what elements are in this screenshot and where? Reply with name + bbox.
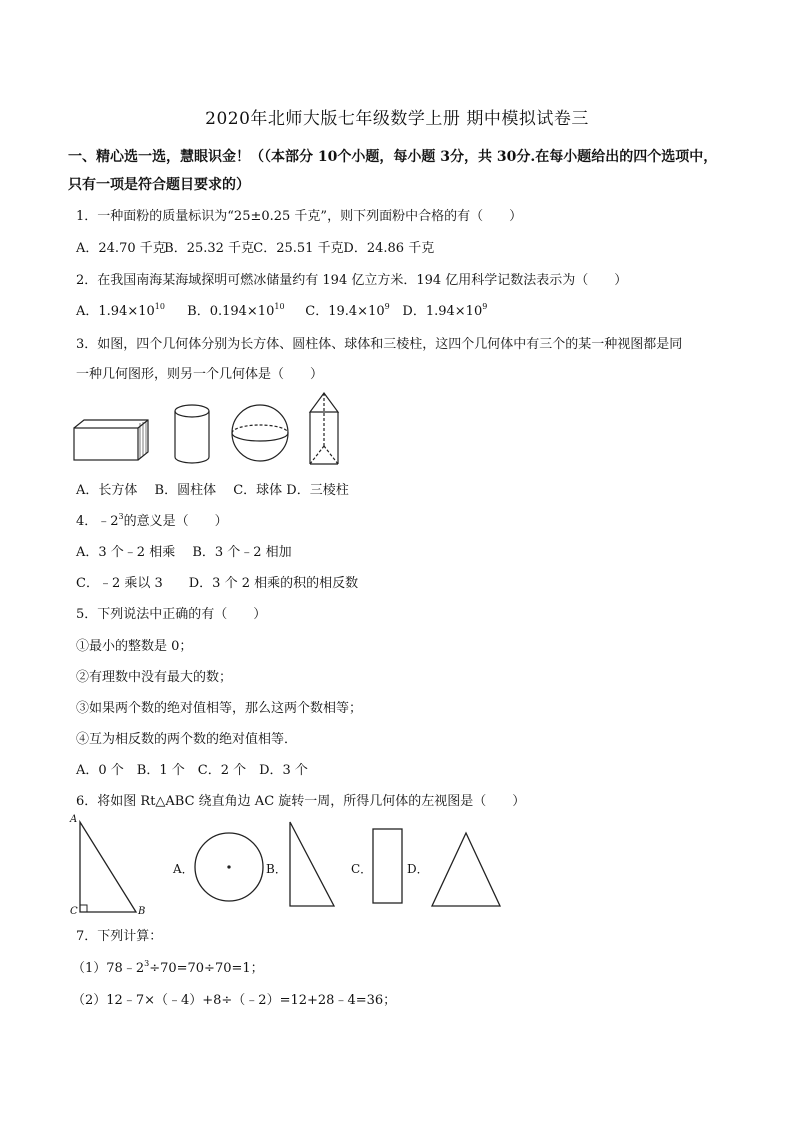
- q5-statement-3: ③如果两个数的绝对值相等，那么这两个数相等；: [76, 701, 363, 716]
- q2-option-b: B．$0.194\times 10^{10}$: [187, 302, 285, 319]
- vertex-label-a: A: [70, 814, 78, 825]
- q1-option-b: B．25.32 千克: [164, 241, 255, 256]
- q1-option-a: A．24.70 千克: [76, 241, 166, 256]
- right-triangle-abc: [80, 822, 136, 912]
- question-6-stem: 6．将如图 Rt△ABC 绕直角边 AC 旋转一周，所得几何体的左视图是（ ）: [76, 794, 526, 809]
- q5-statement-4: ④互为相反数的两个数的绝对值相等．: [76, 732, 298, 747]
- question-1-stem: 1．一种面粉的质量标识为“25±0.25 千克”，则下列面粉中合格的有（ ）: [76, 209, 523, 224]
- q7-calc-2: （2）12﹣7×（﹣4）+8÷（﹣2）=12+28﹣4=36；: [72, 993, 397, 1008]
- question-4-options-line2: C．﹣2 乘以 3 D．3 个 2 相乘的积的相反数: [76, 576, 359, 591]
- option-c-rectangle: [373, 829, 402, 903]
- question-3-options: A．长方体 B．圆柱体 C．球体 D．三棱柱: [76, 483, 349, 498]
- q2-option-a: A．$1.94\times 10^{10}$: [76, 302, 165, 319]
- q1-option-d: D．24.86 千克: [343, 241, 435, 256]
- question-7-stem: 7．下列计算：: [76, 929, 163, 944]
- q5-statement-2: ②有理数中没有最大的数；: [76, 670, 233, 685]
- q6-option-a-label: A．: [173, 862, 194, 876]
- question-4-options-line1: A．3 个﹣2 相乘 B．3 个﹣2 相加: [76, 545, 292, 560]
- question-3-stem-line1: 3．如图，四个几何体分别为长方体、圆柱体、球体和三棱柱，这四个几何体中有三个的某一种视图都是同: [76, 337, 683, 352]
- q2-option-d: D．$1.94\times 10^9$: [402, 302, 488, 319]
- q2-option-c: C．$19.4\times 10^9$: [305, 302, 390, 319]
- page-title: 2020年北师大版七年级数学上册 期中模拟试卷三: [205, 109, 589, 129]
- question-5-stem: 5．下列说法中正确的有（ ）: [76, 607, 267, 622]
- vertex-label-b: B: [138, 906, 146, 917]
- question-4-stem: 4．$﹣2^3$的意义是（ ）: [76, 512, 228, 529]
- q6-option-b-label: B．: [266, 862, 287, 876]
- vertex-label-c: C: [70, 906, 78, 917]
- q7-calc-1: $(1)78﹣2^3\div 70=70\div 70=1$；: [72, 959, 264, 976]
- question-2-stem: 2．在我国南海某海域探明可燃冰储量约有 194 亿立方米．194 亿用科学记数法表示为（ ）: [76, 273, 628, 288]
- q6-option-d-label: D．: [407, 862, 429, 876]
- q5-statement-1: ①最小的整数是 0；: [76, 639, 193, 654]
- option-d-triangle: [432, 833, 500, 906]
- q6-option-c-label: C．: [351, 862, 373, 876]
- question-3-stem-line2: 一种几何图形，则另一个几何体是（ ）: [76, 367, 324, 382]
- option-b-triangle: [290, 822, 334, 906]
- section-heading-line2: 只有一项是符合题目要求的）: [68, 177, 250, 193]
- q1-option-c: C．25.51 千克: [253, 241, 344, 256]
- section-heading-line1: 一、精心选一选，慧眼识金！（（本部分 10个小题，每小题 3分，共 30分.在每小题给出的四个选项中，: [68, 149, 718, 165]
- question-5-options: A．0 个 B．1 个 C．2 个 D．3 个: [76, 763, 308, 778]
- option-a-circle: [195, 833, 263, 901]
